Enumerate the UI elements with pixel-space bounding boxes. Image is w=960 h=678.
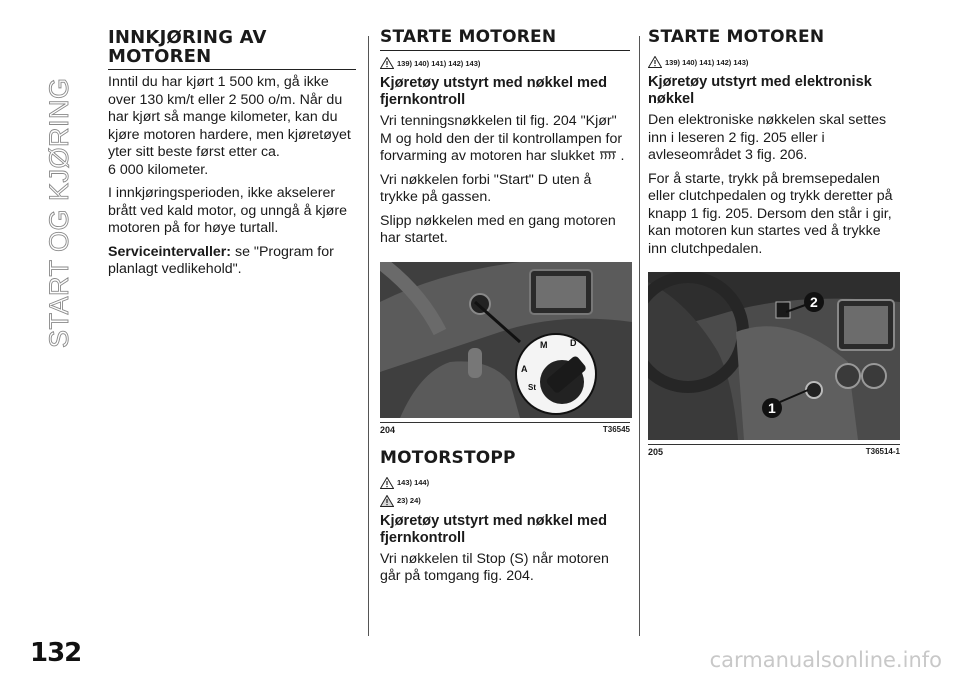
column-separator-1 [368, 36, 369, 636]
watermark: carmanualsonline.info [709, 648, 942, 672]
figure-205-start-button [648, 272, 900, 440]
run-in-paragraph-1 [108, 74, 356, 179]
start-paragraph-1 [380, 113, 630, 166]
figure-205-illustration [648, 272, 900, 440]
heading-start-engine-electronic: STARTE MOTOREN [648, 27, 825, 47]
subheading-electronic-key: Kjøretøy utstyrt med elektronisk nøkkel [648, 74, 872, 107]
warning-references-stop [380, 477, 630, 489]
figure-204-caption [380, 422, 630, 435]
stop-paragraph: Vri nøkkelen til Stop (S) når motoren går på tomgang fig. 204. [380, 550, 609, 584]
start-paragraph-1-text: Vri tenningsnøkkelen til fig. 204 "Kjør" M og hold den der til kontrollampen for forvarming av motoren har slukket [380, 113, 623, 164]
figure-205-number: 205 [648, 447, 664, 457]
figure-205-code: T36514-1 [865, 447, 900, 456]
column-separator-2 [639, 36, 640, 636]
warning-triangle-icon [648, 56, 662, 68]
run-in-paragraph-1-tail: 6 000 kilometer. [108, 161, 209, 178]
figure-205-caption [648, 444, 900, 457]
chapter-side-title-text: START OG KJØRING [44, 77, 74, 348]
page-number: 132 [30, 638, 82, 668]
heading-start-engine: STARTE MOTOREN [380, 28, 630, 51]
caution-references-stop [380, 495, 630, 507]
heading-run-in-line2: MOTOREN [108, 46, 212, 67]
warning-references-electronic-text: 139) 140) 141) 142) 143) [665, 57, 749, 67]
ignition-label-d: D [570, 337, 577, 348]
figure-204-code: T36545 [602, 424, 630, 434]
warning-references [380, 57, 630, 69]
ignition-label-m: M [540, 339, 548, 350]
caution-references-stop-text: 23) 24) [397, 496, 421, 505]
column-start-engine-electronic [648, 28, 900, 457]
callout-1-label: 1 [768, 400, 776, 416]
service-interval-label: Serviceintervaller: [108, 243, 232, 260]
figure-204-illustration [380, 262, 632, 418]
figure-204-ignition-key [380, 262, 632, 418]
chapter-side-title [24, 18, 84, 358]
electronic-paragraph-1: Den elektroniske nøkkelen skal settes inn i leseren 2 fig. 205 eller i avleseområdet 3 fig. 206. [648, 112, 887, 163]
column-run-in [108, 28, 356, 285]
warning-triangle-icon [380, 477, 394, 489]
column-start-engine-remote [380, 28, 630, 592]
start-paragraph-1-end: . [620, 148, 625, 164]
warning-triangle-icon [380, 57, 394, 69]
glow-plug-icon [598, 151, 620, 161]
run-in-paragraph-1-text: Inntil du har kjørt 1 500 km, gå ikke over 130 km/t eller 2 500 o/m. Når du har kjørt så mange kilometer, kan du kjøre motoren hardere, men kjøretøyet yter sitt beste først etter ca. [108, 74, 351, 160]
figure-204-number: 204 [380, 424, 396, 435]
start-paragraph-2: Vri nøkkelen forbi "Start" D uten å trykke på gassen. [380, 171, 592, 205]
warning-references-text: 139) 140) 141) 142) 143) [397, 58, 481, 68]
warning-references-electronic [648, 56, 900, 68]
heading-run-in-line1: INNKJØRING AV [108, 27, 267, 48]
heading-engine-stop: MOTORSTOPP [380, 447, 516, 468]
subheading-remote-key: Kjøretøy utstyrt med nøkkel med fjernkontroll [380, 75, 608, 108]
run-in-paragraph-2: I innkjøringsperioden, ikke akselerer brått ved kald motor, og unngå å kjøre motoren på for høye turtall. [108, 185, 347, 236]
callout-2-label: 2 [810, 294, 818, 310]
warning-references-stop-text: 143) 144) [397, 478, 430, 487]
caution-triangle-icon [380, 495, 394, 507]
electronic-paragraph-2: For å starte, trykk på bremsepedalen eller clutchpedalen og trykk deretter på knapp 1 fig. 205. Dersom den står i gir, kan motoren kun startes ved å trykke inn clutchpedalen. [648, 170, 893, 257]
start-paragraph-3: Slipp nøkkelen med en gang motoren har startet. [380, 212, 616, 246]
heading-run-in [108, 28, 356, 70]
ignition-label-st: St [528, 382, 536, 392]
service-interval-text: se "Program for planlagt vedlikehold". [108, 243, 334, 277]
ignition-label-a: A [521, 363, 528, 374]
service-interval-paragraph [108, 244, 356, 279]
subheading-remote-key-stop: Kjøretøy utstyrt med nøkkel med fjernkontroll [380, 512, 608, 546]
